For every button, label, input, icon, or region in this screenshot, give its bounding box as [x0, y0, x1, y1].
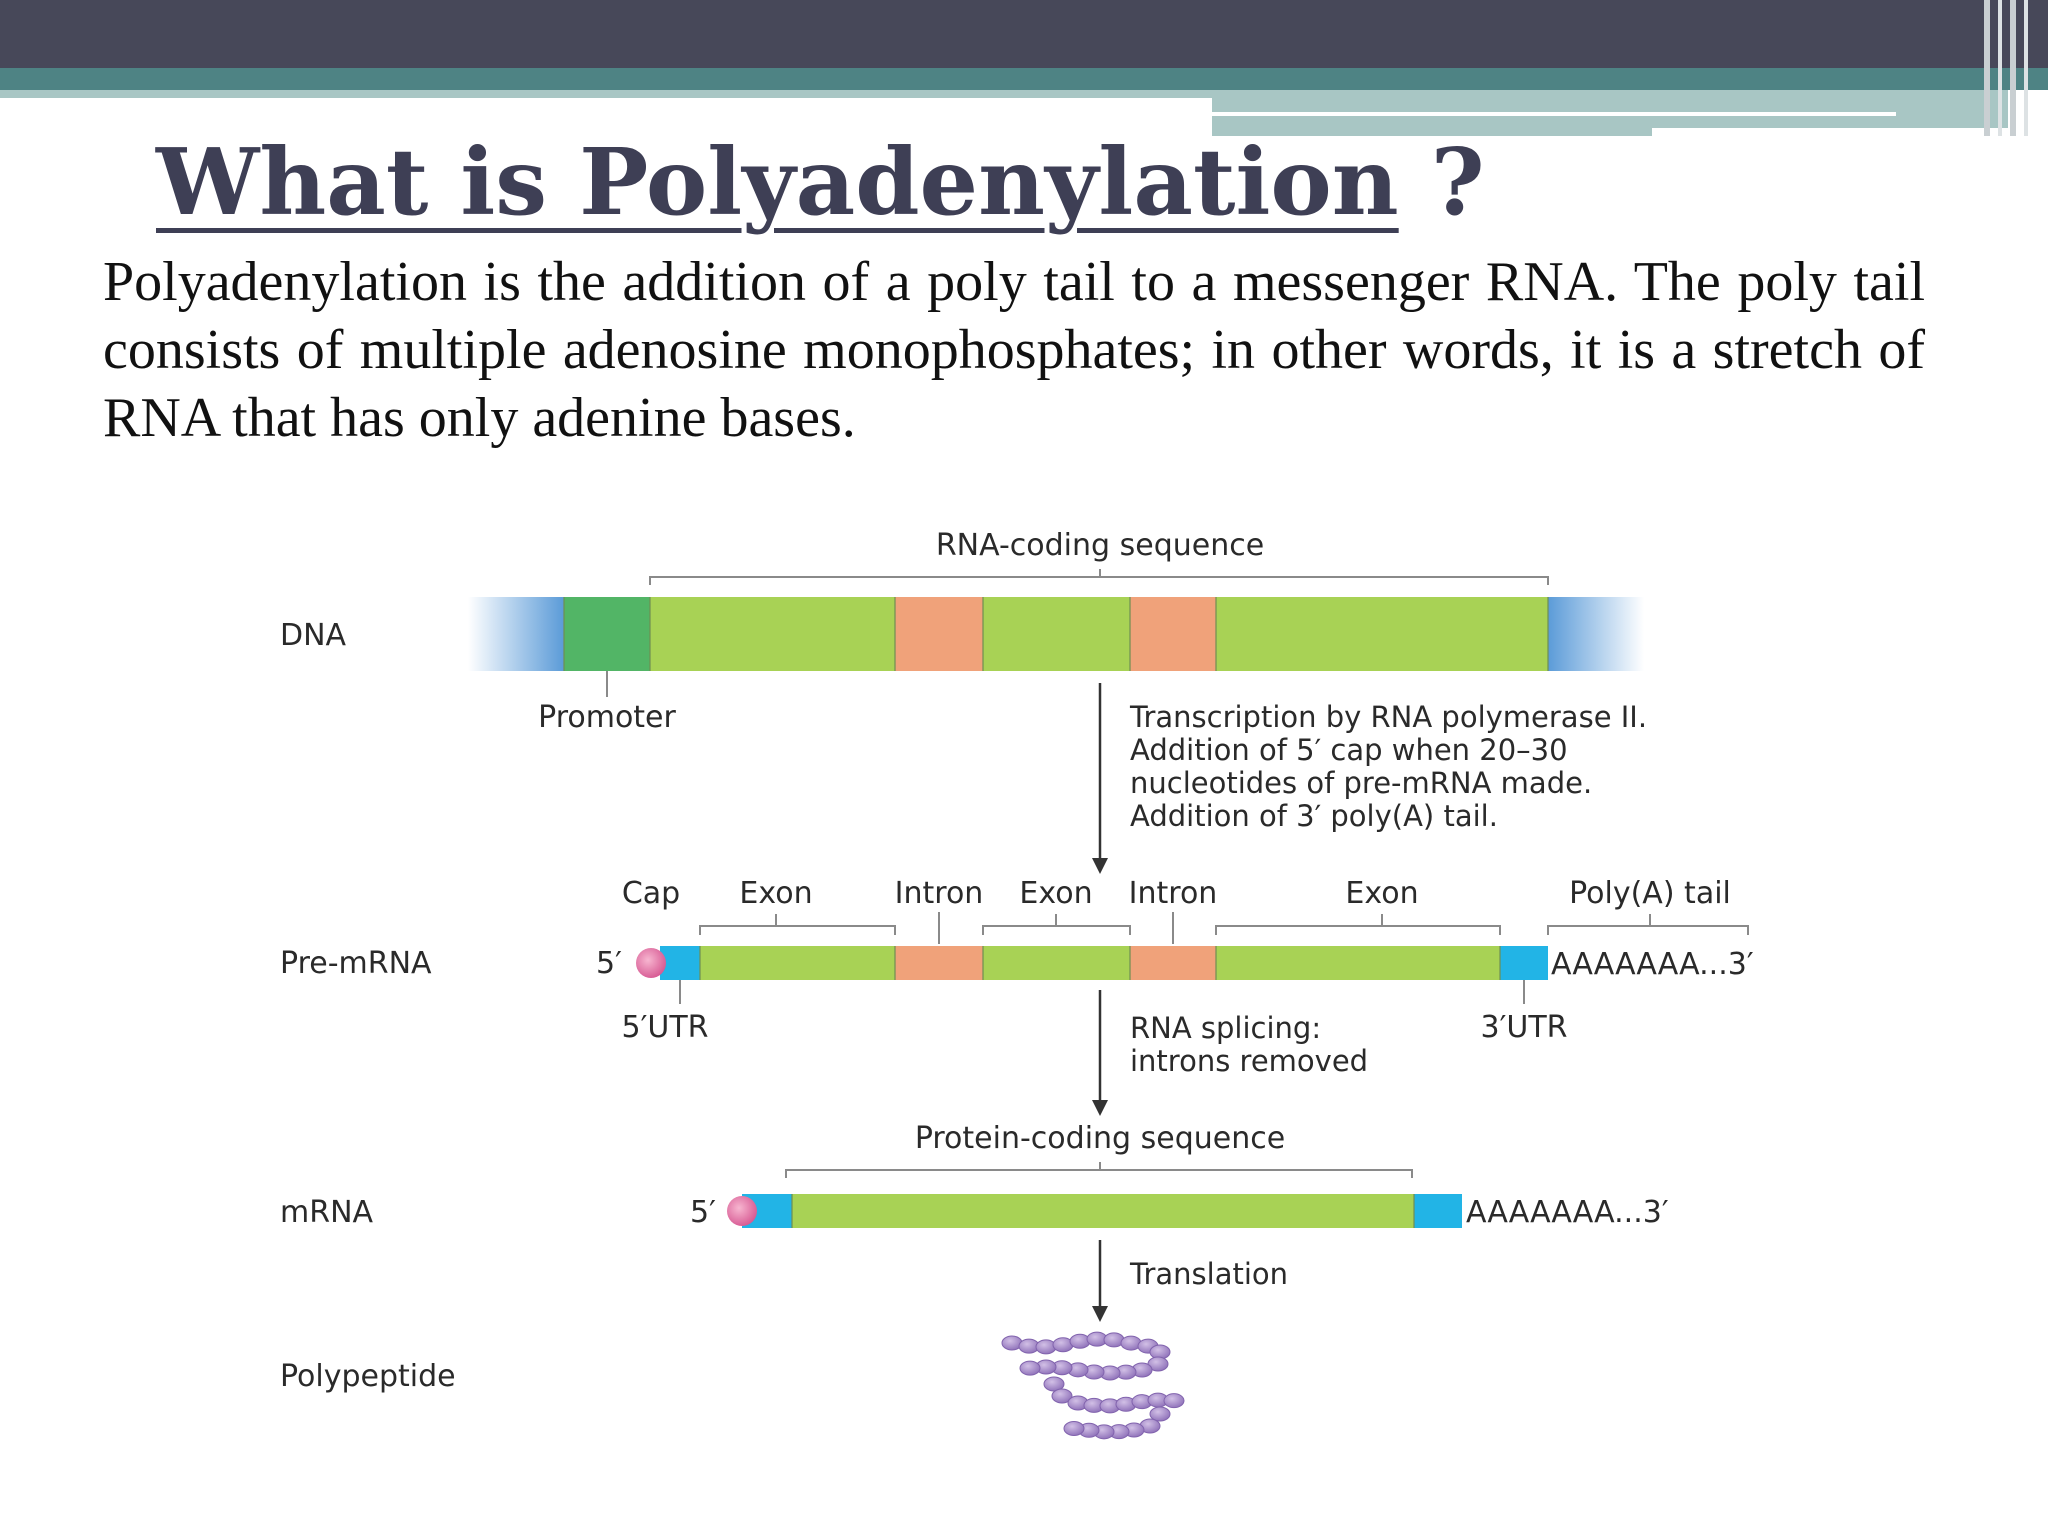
- dna-intron-segment-1: [895, 597, 983, 671]
- mrna-strand: [742, 1194, 1462, 1228]
- pre-mrna-cap: [636, 948, 666, 978]
- dna-promoter-segment: [564, 597, 650, 671]
- transcription-note-line-1: Transcription by RNA polymerase II.: [1130, 700, 1648, 734]
- utr5-label: 5′UTR: [621, 1010, 709, 1045]
- splicing-note-line-1: RNA splicing:: [1130, 1011, 1322, 1045]
- dna-flank-left: [468, 597, 564, 671]
- pre-mrna-tail: AAAAAAA...3′: [1551, 947, 1754, 982]
- rna-coding-sequence-label: RNA-coding sequence: [935, 528, 1265, 563]
- mrna-five-prime: 5′: [690, 1195, 716, 1230]
- polypeptide-chain: [1002, 1332, 1184, 1439]
- protein-coding-sequence-label: Protein-coding sequence: [914, 1121, 1286, 1156]
- transcription-arrow-head: [1092, 858, 1108, 874]
- pre-mrna-brackets: [700, 912, 1748, 944]
- pre-mrna-exon-3: [1216, 946, 1500, 980]
- title-main: What is Polyadenylation: [156, 128, 1399, 236]
- pre-mrna-strand: [660, 946, 1548, 980]
- dna-exon-segment-3: [1216, 597, 1548, 671]
- pre-mrna-exon-label-1: Exon: [739, 876, 813, 911]
- pre-mrna-exon-2: [983, 946, 1130, 980]
- row-label-polypeptide: Polypeptide: [280, 1359, 456, 1394]
- body-paragraph: Polyadenylation is the addition of a poly tail to a messenger RNA. The poly tail consists of multiple adenosine monophosphates; in other words, it is a stretch of RNA that has only adenine bases.: [103, 251, 1925, 449]
- pre-mrna-intron-1: [895, 946, 983, 980]
- pre-mrna-utr3: [1500, 946, 1548, 980]
- pre-mrna-exon-label-2: Exon: [1019, 876, 1093, 911]
- pre-mrna-intron-label-1: Intron: [894, 876, 984, 911]
- transcription-note-line-3: nucleotides of pre-mRNA made.: [1130, 766, 1593, 800]
- row-label-mrna: mRNA: [280, 1195, 374, 1230]
- title-suffix: ?: [1398, 128, 1485, 236]
- dna-exon-segment-2: [983, 597, 1130, 671]
- pre-mrna-intron-label-2: Intron: [1128, 876, 1218, 911]
- pre-mrna-intron-2: [1130, 946, 1216, 980]
- transcription-note-line-4: Addition of 3′ poly(A) tail.: [1130, 799, 1498, 833]
- utr3-label: 3′UTR: [1480, 1010, 1568, 1045]
- protein-coding-bracket: [786, 1162, 1412, 1178]
- pre-mrna-cap-label: Cap: [621, 876, 681, 911]
- dna-strand: [468, 597, 1644, 671]
- pre-mrna-five-prime: 5′: [596, 946, 622, 981]
- row-label-dna: DNA: [280, 618, 347, 653]
- promoter-label: Promoter: [538, 700, 676, 735]
- mrna-tail: AAAAAAA...3′: [1466, 1195, 1669, 1230]
- pre-mrna-polya-label: Poly(A) tail: [1569, 876, 1731, 911]
- dna-exon-segment-1: [650, 597, 895, 671]
- pre-mrna-exon-label-3: Exon: [1345, 876, 1419, 911]
- translation-label: Translation: [1130, 1257, 1289, 1291]
- splicing-arrow-head: [1092, 1100, 1108, 1116]
- translation-arrow-head: [1092, 1306, 1108, 1322]
- dna-flank-right: [1548, 597, 1644, 671]
- amino-acid-bead: [1020, 1361, 1040, 1375]
- amino-acid-bead: [1164, 1394, 1184, 1408]
- splicing-note-line-2: introns removed: [1130, 1044, 1369, 1078]
- mrna-utr3: [1414, 1194, 1462, 1228]
- rna-coding-bracket: [650, 569, 1548, 585]
- pre-mrna-exon-1: [700, 946, 895, 980]
- transcription-note-line-2: Addition of 5′ cap when 20–30: [1130, 733, 1568, 767]
- mrna-coding-region: [792, 1194, 1414, 1228]
- row-label-pre-mrna: Pre-mRNA: [280, 946, 432, 981]
- amino-acid-bead: [1064, 1421, 1084, 1435]
- mrna-cap: [727, 1196, 757, 1226]
- dna-intron-segment-2: [1130, 597, 1216, 671]
